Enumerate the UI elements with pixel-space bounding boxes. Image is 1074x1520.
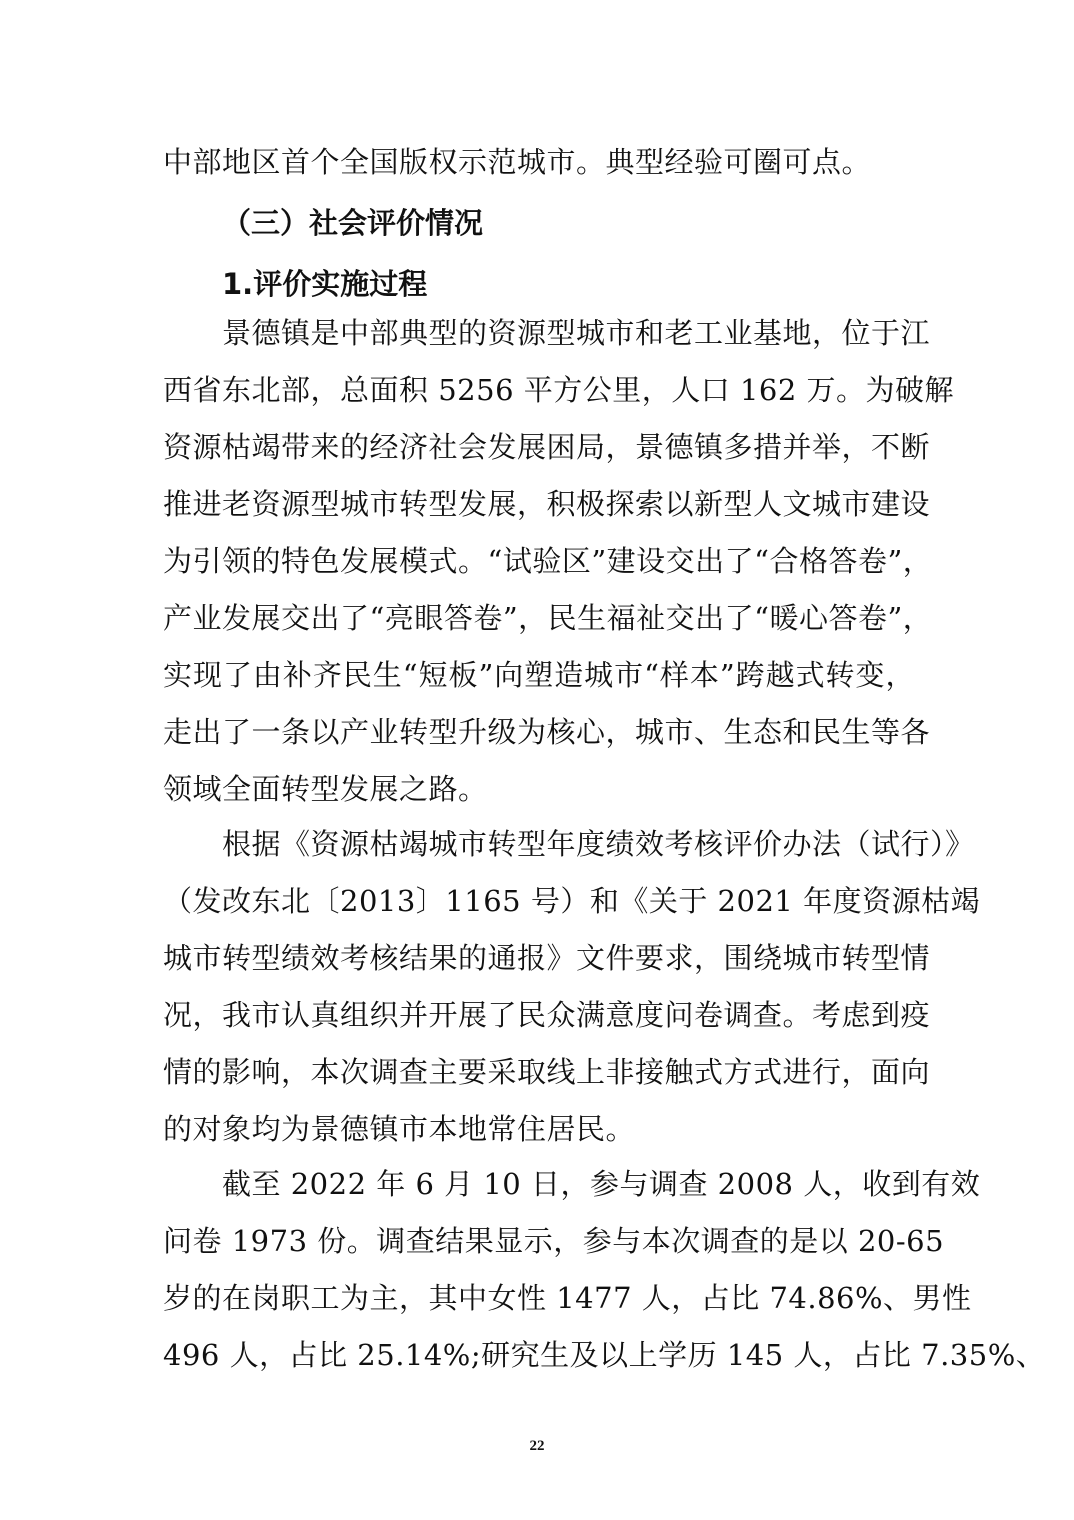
paragraph-3-line-3: 岁的在岗职工为主，其中女性 1477 人，占比 74.86%、男性: [163, 1281, 972, 1315]
paragraph-1-line-7: 实现了由补齐民生“短板”向塑造城市“样本”跨越式转变，: [163, 658, 915, 692]
paragraph-2-line-3: 城市转型绩效考核结果的通报》文件要求，围绕城市转型情: [163, 941, 931, 975]
paragraph-3-line-1: 截至 2022 年 6 月 10 日，参与调查 2008 人，收到有效: [222, 1167, 981, 1201]
paragraph-2-line-5: 情的影响，本次调查主要采取线上非接触式方式进行，面向: [163, 1055, 931, 1089]
paragraph-2-line-1: 根据《资源枯竭城市转型年度绩效考核评价办法（试行）》: [222, 827, 975, 861]
paragraph-3-line-4: 496 人，占比 25.14%;研究生及以上学历 145 人，占比 7.35%、: [163, 1338, 1046, 1372]
section-heading: （三）社会评价情况: [222, 206, 484, 240]
paragraph-1-line-1: 景德镇是中部典型的资源型城市和老工业基地，位于江: [222, 316, 931, 350]
continuation-line: 中部地区首个全国版权示范城市。典型经验可圈可点。: [163, 145, 872, 179]
paragraph-1-line-2: 西省东北部，总面积 5256 平方公里，人口 162 万。为破解: [163, 373, 955, 407]
page-number: 22: [529, 1438, 545, 1454]
paragraph-1-line-9: 领域全面转型发展之路。: [163, 772, 488, 806]
paragraph-1-line-6: 产业发展交出了“亮眼答卷”，民生福祉交出了“暖心答卷”，: [163, 601, 933, 635]
paragraph-2-line-2: （发改东北〔2013〕1165 号）和《关于 2021 年度资源枯竭: [163, 884, 981, 918]
paragraph-3-line-2: 问卷 1973 份。调查结果显示，参与本次调查的是以 20-65: [163, 1224, 945, 1258]
paragraph-1-line-3: 资源枯竭带来的经济社会发展困局，景德镇多措并举，不断: [163, 430, 931, 464]
subsection-heading: 1.评价实施过程: [222, 267, 428, 301]
paragraph-2-line-4: 况，我市认真组织并开展了民众满意度问卷调查。考虑到疫: [163, 998, 931, 1032]
paragraph-1-line-8: 走出了一条以产业转型升级为核心，城市、生态和民生等各: [163, 715, 931, 749]
paragraph-2-line-6: 的对象均为景德镇市本地常住居民。: [163, 1112, 636, 1146]
paragraph-1-line-5: 为引领的特色发展模式。“试验区”建设交出了“合格答卷”，: [163, 544, 933, 578]
paragraph-1-line-4: 推进老资源型城市转型发展，积极探索以新型人文城市建设: [163, 487, 931, 521]
